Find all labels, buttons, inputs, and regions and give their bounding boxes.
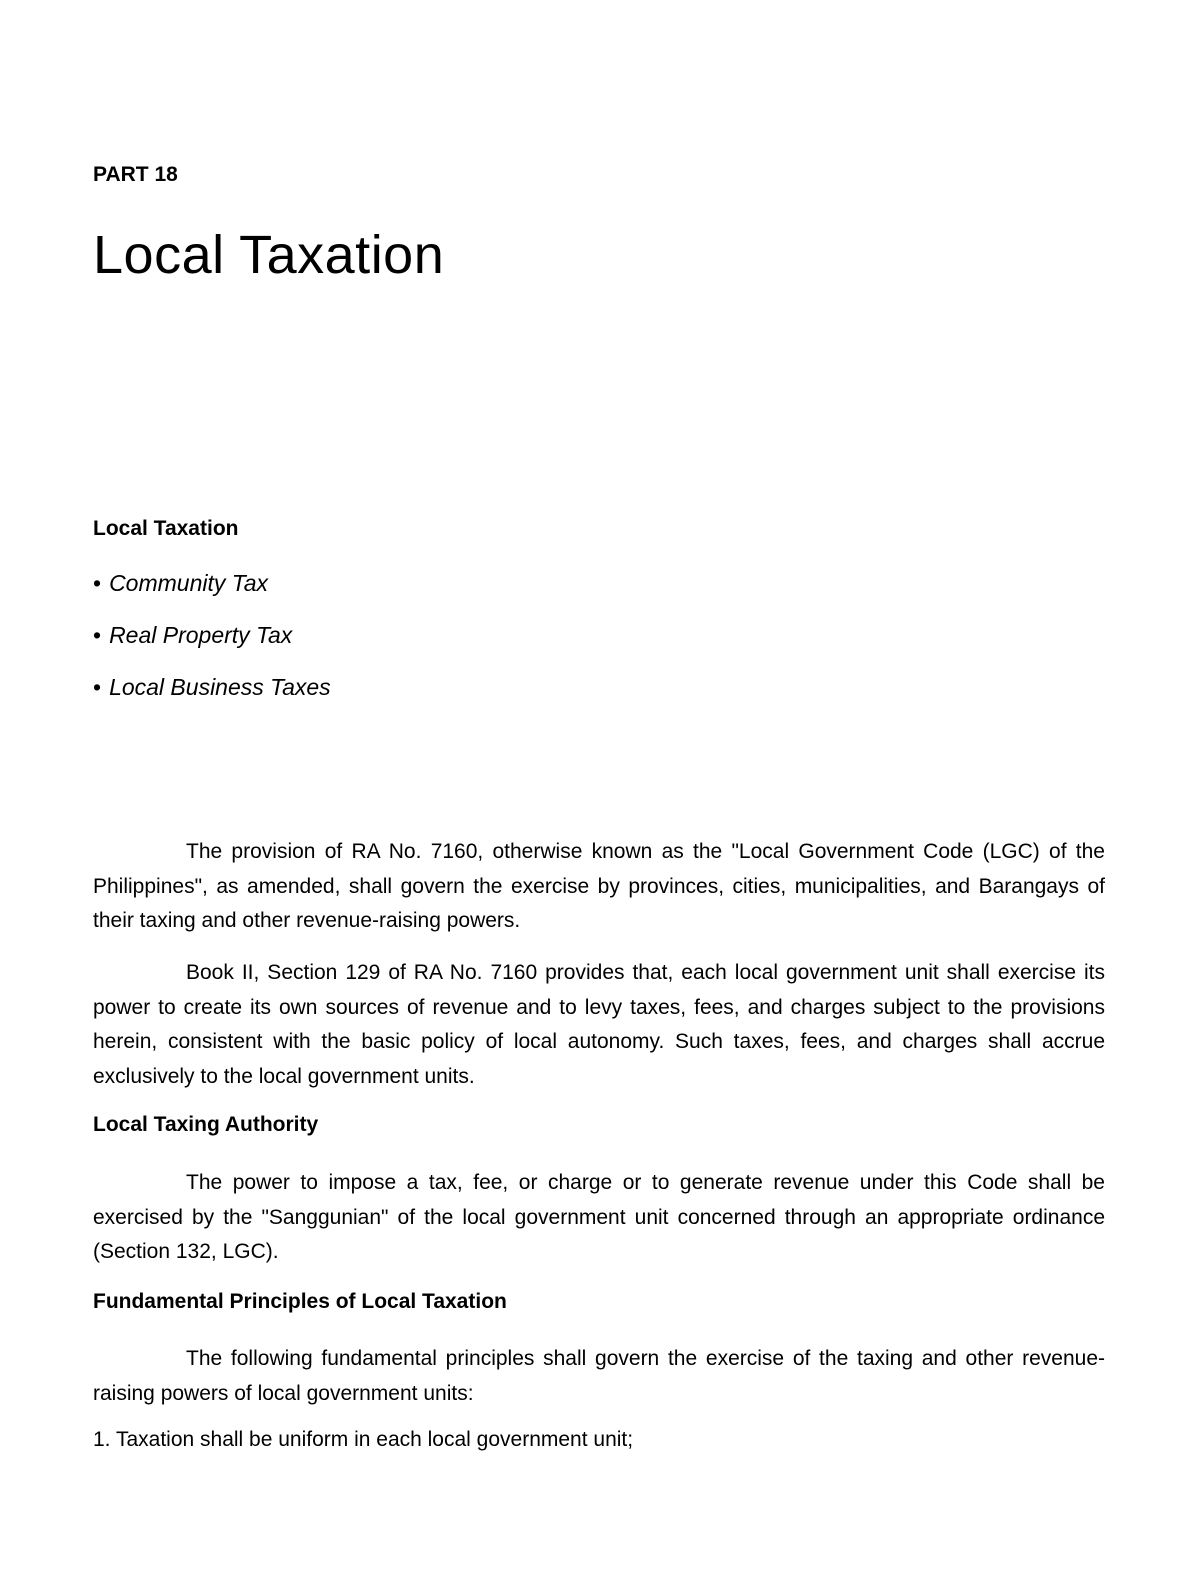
list-item: [93, 671, 331, 723]
tax-types-list: [93, 567, 331, 723]
section-heading-fundamental-principles: Fundamental Principles of Local Taxation: [93, 1290, 507, 1313]
list-item: [93, 567, 331, 619]
bullet-icon: •: [93, 622, 102, 648]
principle-item-1: 1. Taxation shall be uniform in each local government unit;: [93, 1428, 634, 1451]
section-heading-taxing-authority: Local Taxing Authority: [93, 1113, 319, 1136]
section-heading-local-taxation: Local Taxation: [93, 517, 239, 540]
bullet-icon: •: [93, 570, 102, 596]
list-item-text: Local Business Taxes: [109, 674, 331, 700]
bullet-icon: •: [93, 674, 102, 700]
paragraph-principles-intro: The following fundamental principles shall govern the exercise of the taxing and other revenue-raising powers of local government units:: [93, 1347, 1105, 1405]
part-label: PART 18: [93, 163, 178, 186]
list-item-text: Community Tax: [109, 570, 268, 596]
paragraph-lgc-provision: The provision of RA No. 7160, otherwise known as the "Local Government Code (LGC) of the Philippines", as amended, shall govern the exercise by provinces, cities, municipalities, and Barangays of their taxing and other revenue-raising powers.: [93, 840, 1105, 932]
page-title: Local Taxation: [93, 225, 445, 285]
paragraph-taxing-authority: The power to impose a tax, fee, or charge or to generate revenue under this Code shall be exercised by the "Sanggunian" of the local government unit concerned through an appropriate ordinance (Section 132, LGC).: [93, 1171, 1105, 1263]
list-item: [93, 619, 331, 671]
paragraph-section-129: Book II, Section 129 of RA No. 7160 provides that, each local government unit shall exercise its power to create its own sources of revenue and to levy taxes, fees, and charges subject to the provisions herein, consistent with the basic policy of local autonomy. Such taxes, fees, and charges shall accrue exclusively to the local government units.: [93, 961, 1105, 1088]
list-item-text: Real Property Tax: [109, 622, 293, 648]
